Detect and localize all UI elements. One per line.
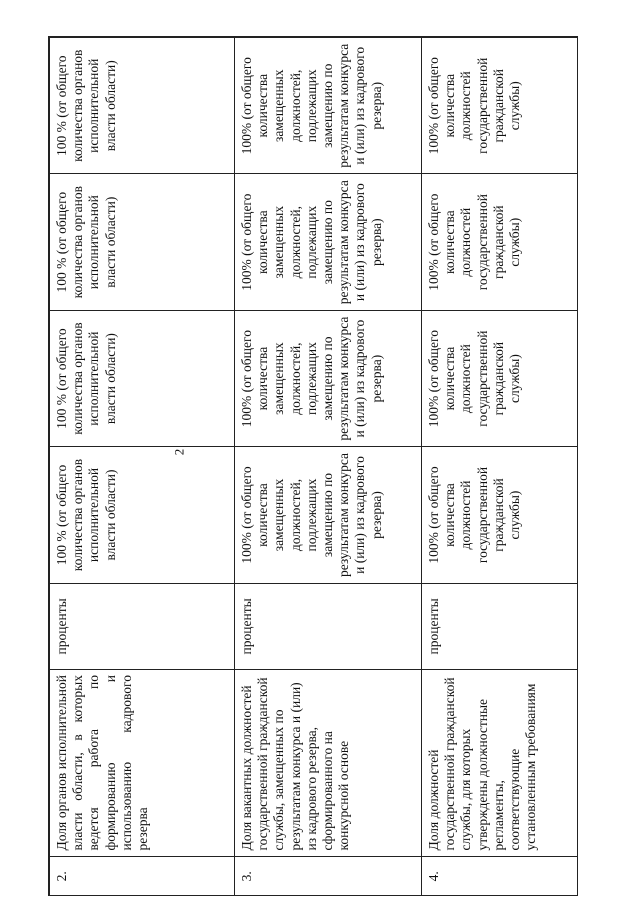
indicator-table-rotated bbox=[49, 37, 578, 896]
value-cell: 100% (от общего количества должностей государственной гражданской службы) bbox=[422, 38, 579, 174]
indicator-name-cell: Доля вакантных должностей государственной гражданской службы, замещенных по результатам конкурса и (или) из кадрового резерва, сформированного на конкурсной основе bbox=[235, 670, 422, 857]
value-cell: 100% (от общего количества должностей государственной гражданской службы) bbox=[422, 310, 579, 446]
value-cell: 100% (от общего количества замещенных должностей, подлежащих замещению по результатам конкурса и (или) из кадрового резерва) bbox=[235, 174, 422, 310]
value-cell: 100 % (от общего количества органов исполнительной власти области) bbox=[50, 174, 235, 310]
value-cell: 100% (от общего количества замещенных должностей, подлежащих замещению по результатам конкурса и (или) из кадрового резерва) bbox=[235, 38, 422, 174]
unit-cell: проценты bbox=[235, 583, 422, 669]
row-number-cell: 2. bbox=[50, 856, 235, 896]
value-cell: 100 % (от общего количества органов исполнительной власти области) bbox=[50, 310, 235, 446]
value-cell: 100% (от общего количества должностей государственной гражданской службы) bbox=[422, 174, 579, 310]
unit-cell: проценты bbox=[50, 583, 235, 669]
indicator-table bbox=[49, 37, 578, 896]
value-cell: 100% (от общего количества замещенных должностей, подлежащих замещению по результатам конкурса и (или) из кадрового резерва) bbox=[235, 447, 422, 583]
row-number-cell: 4. bbox=[422, 856, 579, 896]
table-row bbox=[422, 38, 579, 897]
value-cell: 100% (от общего количества замещенных должностей, подлежащих замещению по результатам конкурса и (или) из кадрового резерва) bbox=[235, 310, 422, 446]
value-cell: 100% (от общего количества должностей государственной гражданской службы) bbox=[422, 447, 579, 583]
table-row bbox=[50, 38, 235, 897]
table-row bbox=[235, 38, 422, 897]
row-number-cell: 3. bbox=[235, 856, 422, 896]
indicator-table-frame bbox=[48, 36, 578, 896]
unit-cell: проценты bbox=[422, 583, 579, 669]
indicator-name-cell: Доля органов исполнительной власти области, в которых ведется работа по формированию и использованию кадрового резерва bbox=[50, 670, 235, 857]
page-number: 2 bbox=[171, 448, 187, 456]
indicator-name-cell: Доля должностей государственной гражданской службы, для которых утверждены должностные регламенты, соответствующие установленным требованиям bbox=[422, 670, 579, 857]
value-cell: 100 % (от общего количества органов исполнительной власти области) bbox=[50, 447, 235, 583]
value-cell: 100 % (от общего количества органов исполнительной власти области) bbox=[50, 38, 235, 174]
